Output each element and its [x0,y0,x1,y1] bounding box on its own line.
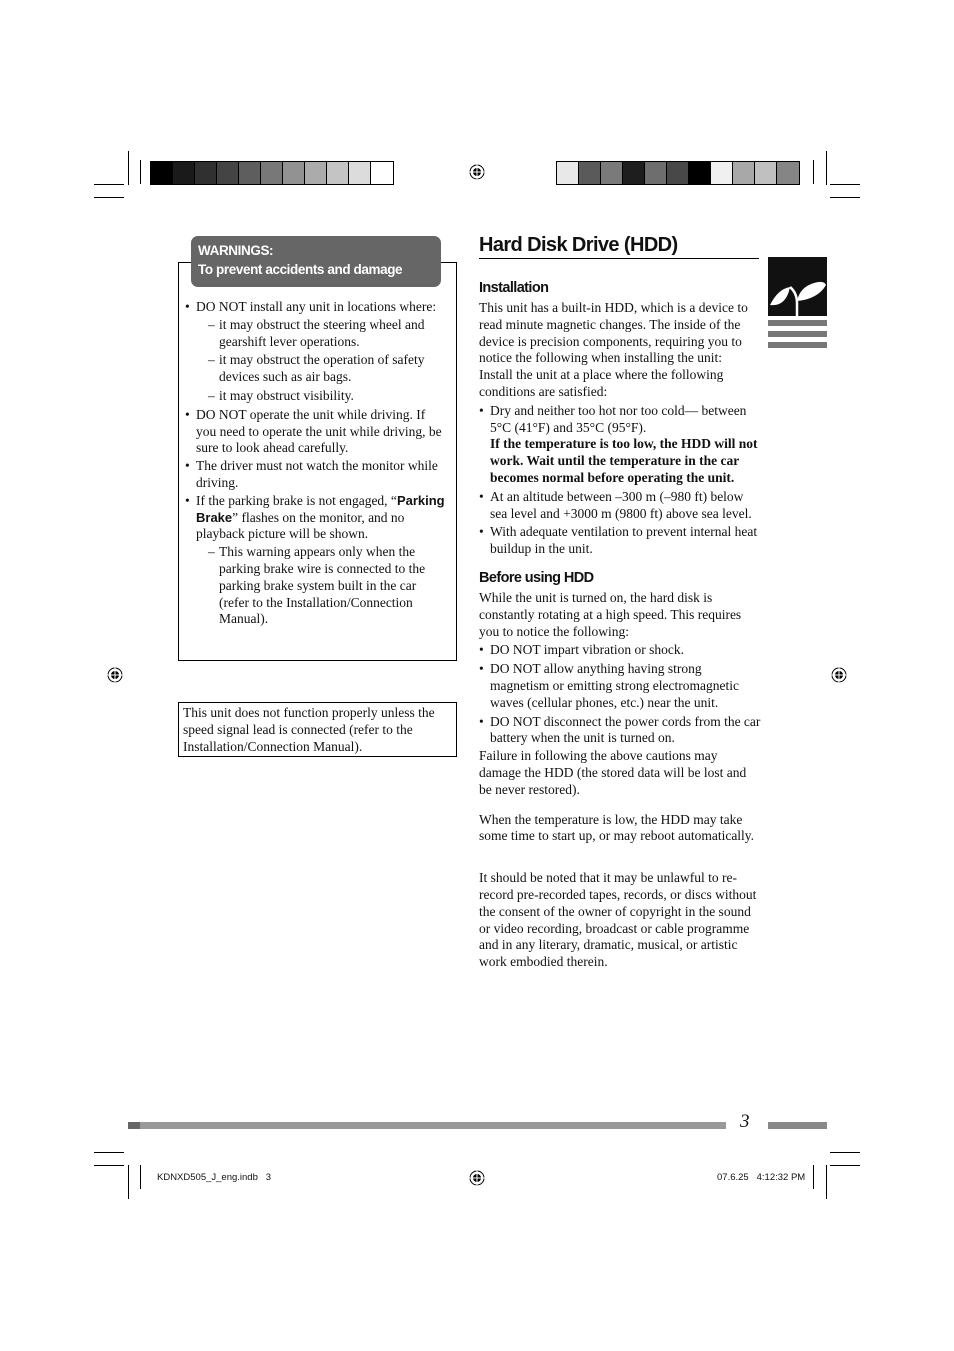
color-swatch [623,162,645,184]
failure-paragraph: Failure in following the above cautions may damage the HDD (the stored data will be lost and be never restored). [479,748,747,797]
color-swatch [601,162,623,184]
section-tab-stripe [768,320,827,326]
footer-rule-accent [128,1122,140,1129]
crop-mark [128,151,129,185]
temperature-warning: If the temperature is too low, the HDD will not work. Wait until the temperature in the car becomes normal before operating the unit. [490,436,758,485]
color-swatch [733,162,755,184]
crop-mark [94,184,124,185]
crop-mark [813,1165,814,1189]
list-item: – This warning appears only when the parking brake wire is connected to the parking brake system built in the car (refer to the Installation/Connection Manual). [208,544,447,628]
list-item: • DO NOT allow anything having strong magnetism or emitting strong electromagnetic waves (cellular phones, etc.) near the unit. [479,661,761,711]
warnings-subtitle: To prevent accidents and damage [198,262,403,277]
color-calibration-bar-right [556,161,800,185]
list-item: • DO NOT impart vibration or shock. [479,642,761,659]
list-item: – it may obstruct the steering wheel and gearshift lever operations. [208,317,447,351]
crop-mark [830,184,860,185]
color-swatch [239,162,261,184]
registration-target-icon [469,1170,485,1186]
list-item: • DO NOT install any unit in locations where: – it may obstruct the steering wheel and gearshift lever operations. – it may obstruct the operation of safety devices such as air bags. – it may obstruct visibility. [185,299,447,405]
copyright-notice: It should be noted that it may be unlawful to re-record pre-recorded tapes, records, or discs without the consent of the owner of copyright in the sound or video recording, broadcast or cable programme and in any literary, dramatic, musical, or artistic work embodied therein. [479,870,757,970]
list-item: • DO NOT operate the unit while driving. If you need to operate the unit while driving, be sure to look ahead carefully. [185,407,447,457]
temperature-note: When the temperature is low, the HDD may take some time to start up, or may reboot automatically. [479,811,755,844]
crop-mark [826,151,827,185]
sub-list [196,544,447,628]
registration-target-icon [107,667,123,683]
page-number: 3 [740,1111,750,1132]
file-slug: KDNXD505_J_eng.indb 3 [157,1172,272,1183]
color-swatch [195,162,217,184]
list-item: • With adequate ventilation to prevent internal heat buildup in the unit. [479,524,761,558]
registration-target-icon [831,667,847,683]
list-item: • At an altitude between –300 m (–980 ft) below sea level and +3000 m (9800 ft) above sea level. [479,489,761,523]
section-tab-stripe [768,331,827,337]
warnings-list [185,299,447,628]
crop-mark [830,197,860,198]
before-list [479,642,761,747]
color-swatch [327,162,349,184]
before-paragraph: While the unit is turned on, the hard disk is constantly rotating at a high speed. This requires you to notice the following: [479,589,742,639]
date-slug: 07.6.25 4:12:32 PM [717,1172,806,1183]
before-using-heading: Before using HDD [479,569,594,586]
page-title: Hard Disk Drive (HDD) [479,232,759,259]
color-swatch [261,162,283,184]
list-item: • If the parking brake is not engaged, “Parking Brake” flashes on the monitor, and no playback picture will be shown. – This warning appears only when the parking brake wire is connected to the parking brake system built in the car (refer to the Installation/Connection Manual). [185,493,447,628]
crop-mark [94,1152,124,1153]
list-item: – it may obstruct visibility. [208,388,447,405]
section-tab-icon [768,257,827,316]
parking-brake-indicator-text: Parking Brake [196,492,445,525]
hdd-content [479,279,761,971]
speed-signal-note: This unit does not function properly unless the speed signal lead is connected (refer to the Installation/Connection Manual). [178,702,457,757]
section-tab-stripe [768,342,827,348]
crop-mark [140,1165,141,1189]
color-swatch [579,162,601,184]
color-calibration-bar-left [150,161,394,185]
warnings-title: WARNINGS: [198,243,274,258]
crop-mark [140,160,141,184]
color-swatch [217,162,239,184]
warnings-header [191,236,441,287]
crop-mark [813,160,814,184]
sub-list [196,317,447,405]
color-swatch [689,162,711,184]
color-swatch [711,162,733,184]
warnings-list-container [185,299,447,630]
list-item: • Dry and neither too hot nor too cold— between 5°C (41°F) and 35°C (95°F). If the temperature is too low, the HDD will not work. Wait until the temperature in the car becomes normal before operating the unit. [479,403,761,487]
crop-mark [830,1165,860,1166]
color-swatch [755,162,777,184]
crop-mark [830,1152,860,1153]
crop-mark [94,1165,124,1166]
color-swatch [283,162,305,184]
list-item: • DO NOT disconnect the power cords from the car battery when the unit is turned on. [479,714,761,748]
color-swatch [305,162,327,184]
footer-rule [768,1122,827,1129]
color-swatch [777,162,799,184]
color-swatch [557,162,579,184]
crop-mark [94,197,124,198]
list-item: • The driver must not watch the monitor while driving. [185,458,447,492]
color-swatch [667,162,689,184]
registration-target-icon [469,164,485,180]
color-swatch [173,162,195,184]
crop-mark [826,1165,827,1199]
installation-paragraph: This unit has a built-in HDD, which is a device to read minute magnetic changes. The inside of the device is precision components, requiring you to notice the following when installing the unit: [479,300,748,366]
list-item: – it may obstruct the operation of safety devices such as air bags. [208,352,447,386]
installation-paragraph: Install the unit at a place where the following conditions are satisfied: [479,367,724,399]
conditions-list [479,403,761,558]
color-swatch [349,162,371,184]
sprout-icon [768,257,827,316]
crop-mark [128,1165,129,1199]
color-swatch [371,162,393,184]
installation-heading: Installation [479,280,549,296]
color-swatch [645,162,667,184]
footer-rule [128,1122,726,1129]
color-swatch [151,162,173,184]
